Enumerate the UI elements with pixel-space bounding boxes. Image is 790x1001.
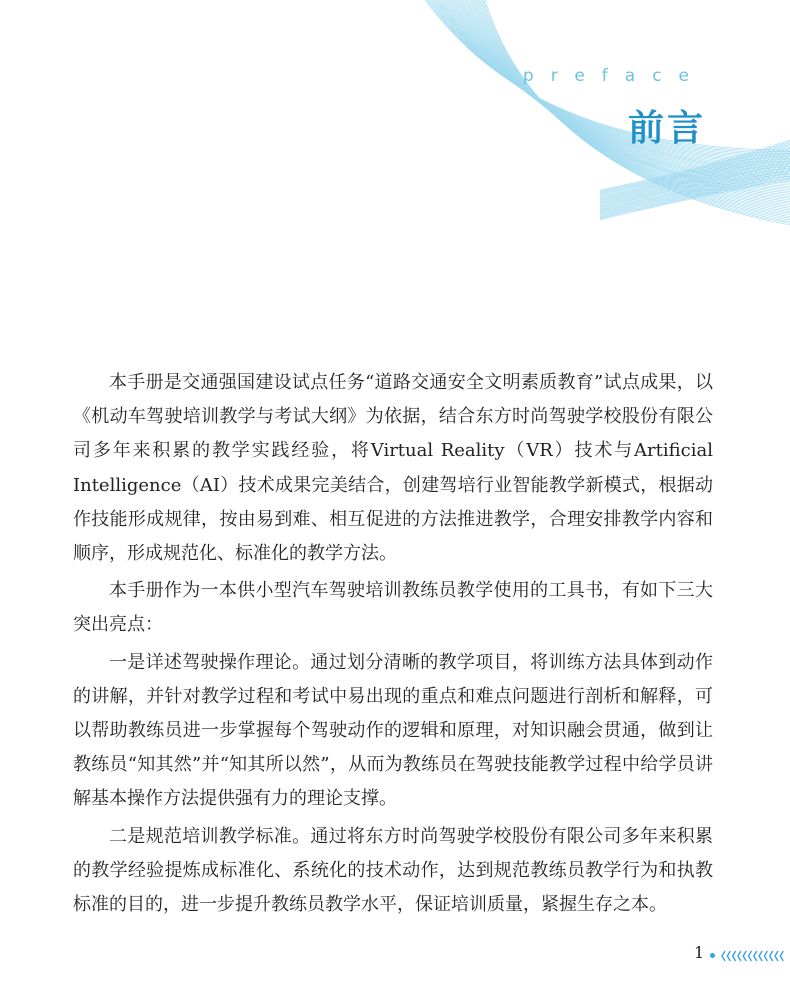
- page-title: 前言: [627, 108, 706, 149]
- preface-label: preface: [522, 66, 706, 86]
- page-number: 1: [694, 943, 705, 962]
- preface-body: [73, 366, 713, 925]
- paragraph: 一是详述驾驶操作理论。通过划分清晰的教学项目，将训练方法具体到动作的讲解，并针对教学过程和考试中易出现的重点和难点问题进行剖析和解释，可以帮助教练员进一步掌握每个驾驶动作的逻辑和原理，对知识融会贯通，做到让教练员“知其然”并“知其所以然”，从而为教练员在驾驶技能教学过程中给学员讲解基本操作方法提供强有力的理论支撑。: [73, 651, 713, 810]
- paragraph: 本手册是交通强国建设试点任务“道路交通安全文明素质教育”试点成果，以《机动车驾驶培训教学与考试大纲》为依据，结合东方时尚驾驶学校股份有限公司多年来积累的教学实践经验，将Virtual Reality（VR）技术与Artificial Intelligence（AI）技术成果完美结合，创建驾培行业智能教学新模式，根据动作技能形成规律，按由易到难、相互促进的方法推进教学，合理安排教学内容和顺序，形成规范化、标准化的教学方法。: [73, 372, 713, 565]
- paragraph: 本手册作为一本供小型汽车驾驶培训教练员教学使用的工具书，有如下三大突出亮点：: [73, 580, 713, 636]
- chevron-strip-icon: [720, 948, 788, 964]
- paragraph: 二是规范培训教学标准。通过将东方时尚驾驶学校股份有限公司多年来积累的教学经验提炼成标准化、系统化的技术动作，达到规范教练员教学行为和执教标准的目的，进一步提升教练员教学水平，保证培训质量，紧握生存之本。: [73, 825, 713, 916]
- page-dot-icon: [710, 953, 715, 958]
